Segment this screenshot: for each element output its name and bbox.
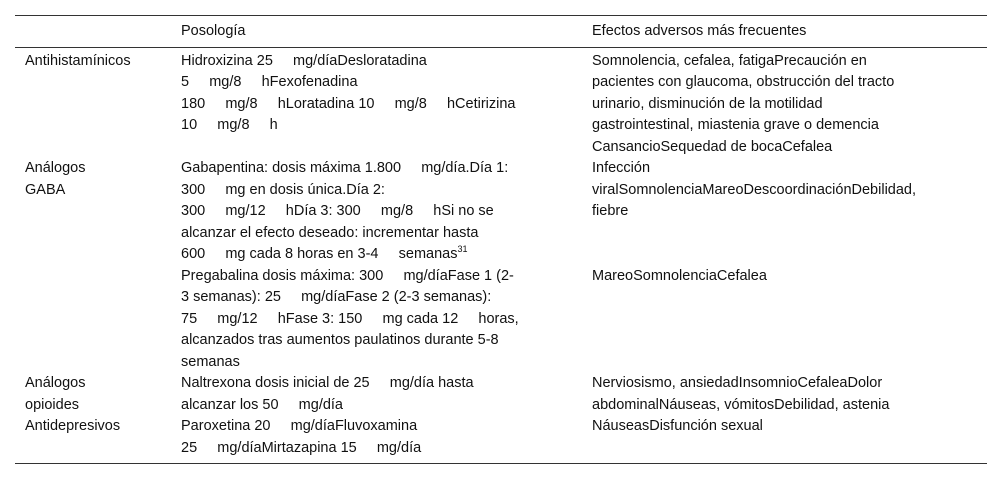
table-row	[15, 51, 987, 159]
effects-line: MareoSomnolenciaCefalea	[592, 267, 767, 284]
posology-line: alcanzados tras aumentos paulatinos durante 5-8	[181, 332, 499, 348]
drug-subrow	[173, 416, 987, 459]
drug-class-label: GABA	[25, 181, 66, 198]
adverse-effects-cell	[583, 373, 987, 416]
drug-subrow	[173, 266, 987, 374]
drug-class-cell	[15, 158, 173, 373]
adverse-effects-cell	[583, 158, 987, 266]
effects-line: abdominalNáuseas, vómitosDebilidad, astenia	[592, 396, 890, 413]
effects-line: CansancioSequedad de bocaCefalea	[592, 138, 833, 155]
drug-class-cell	[15, 51, 173, 159]
posology-line: 3 semanas): 25 mg/díaFase 2 (2-3 semanas):	[181, 289, 492, 305]
drug-class-label: Análogos	[25, 160, 86, 176]
posology-line: Gabapentina: dosis máxima 1.800 mg/día.Día 1:	[181, 160, 509, 176]
posology-cell	[173, 373, 583, 416]
header-drug-class	[15, 21, 173, 43]
posology-line: 10 mg/8 h	[181, 117, 278, 133]
effects-line: Infección	[592, 160, 651, 176]
drug-subrow	[173, 373, 987, 416]
adverse-effects-cell	[583, 51, 987, 159]
posology-text: 600 mg cada 8 horas en 3-4 semanas	[181, 246, 458, 262]
posology-line: 5 mg/8 hFexofenadina	[181, 74, 358, 90]
table-header-row	[15, 16, 987, 47]
posology-cell	[173, 416, 583, 459]
reference-superscript: 31	[457, 244, 468, 255]
posology-line: alcanzar el efecto deseado: incrementar hasta	[181, 224, 479, 241]
effects-line: Nerviosismo, ansiedadInsomnioCefaleaDolor	[592, 375, 883, 391]
drug-class-label: Antihistamínicos	[25, 52, 131, 69]
posology-line: 300 mg/12 hDía 3: 300 mg/8 hSi no se	[181, 203, 494, 219]
posology-cell	[173, 158, 583, 266]
drug-subrow	[173, 158, 987, 266]
drug-class-cell	[15, 373, 173, 416]
table-row	[15, 158, 987, 373]
effects-line: NáuseasDisfunción sexual	[592, 418, 763, 434]
posology-line: 180 mg/8 hLoratadina 10 mg/8 hCetirizina	[181, 95, 516, 112]
posology-line: Naltrexona dosis inicial de 25 mg/día hasta	[181, 375, 474, 391]
posology-line: Pregabalina dosis máxima: 300 mg/díaFase 1 (2-	[181, 267, 514, 284]
adverse-effects-cell	[583, 416, 987, 459]
effects-line: gastrointestinal, miastenia grave o demencia	[592, 117, 879, 133]
effects-line: pacientes con glaucoma, obstrucción del tracto	[592, 74, 895, 90]
posology-line: 300 mg en dosis única.Día 2:	[181, 181, 385, 198]
adverse-effects-cell	[583, 266, 987, 374]
posology-line: 75 mg/12 hFase 3: 150 mg cada 12 horas,	[181, 310, 519, 327]
posology-line: alcanzar los 50 mg/día	[181, 396, 343, 413]
effects-line: fiebre	[592, 203, 629, 219]
posology-cell	[173, 51, 583, 159]
posology-line: semanas	[181, 353, 240, 370]
drug-class-label: Análogos	[25, 375, 86, 391]
table-bottom-rule	[15, 463, 987, 464]
drug-subrow	[173, 51, 987, 159]
header-posology: Posología	[181, 23, 246, 39]
table-row	[15, 416, 987, 459]
table-row	[15, 373, 987, 416]
posology-line	[181, 244, 583, 266]
header-adverse-effects: Efectos adversos más frecuentes	[592, 23, 807, 39]
effects-line: viralSomnolenciaMareoDescoordinaciónDebilidad,	[592, 181, 917, 198]
posology-line: 25 mg/díaMirtazapina 15 mg/día	[181, 439, 422, 456]
effects-line: Somnolencia, cefalea, fatigaPrecaución en	[592, 52, 867, 69]
drug-class-cell	[15, 416, 173, 459]
posology-line: Hidroxizina 25 mg/díaDesloratadina	[181, 52, 427, 69]
drug-class-label: opioides	[25, 396, 80, 413]
posology-cell	[173, 266, 583, 374]
drug-table	[15, 15, 987, 464]
posology-line: Paroxetina 20 mg/díaFluvoxamina	[181, 418, 418, 434]
effects-line: urinario, disminución de la motilidad	[592, 95, 823, 112]
drug-class-label: Antidepresivos	[25, 418, 121, 434]
